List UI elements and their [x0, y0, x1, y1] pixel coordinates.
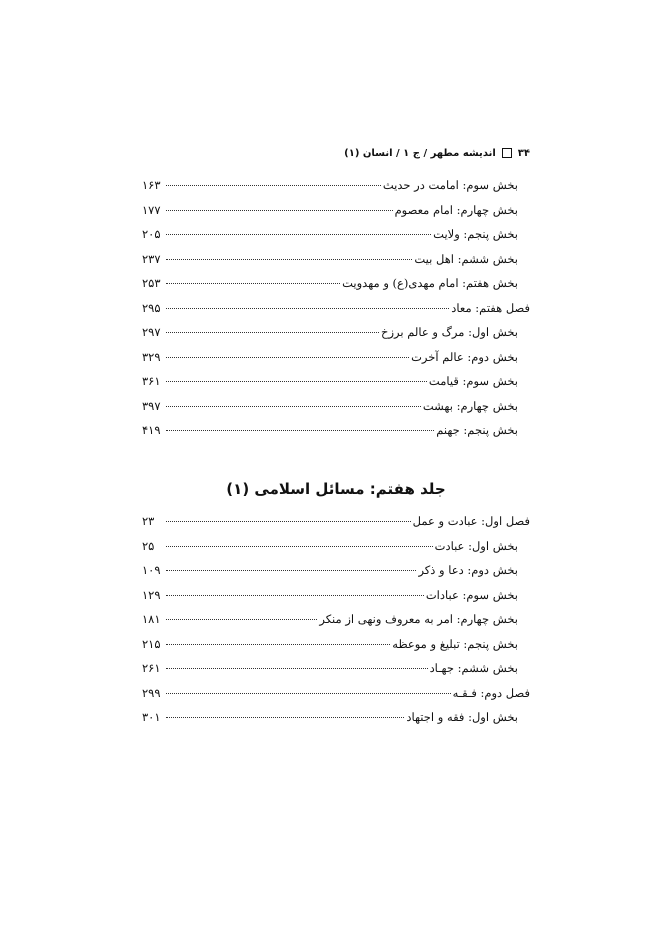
toc-entry-title: بخش دوم: دعا و ذکر: [418, 563, 518, 577]
toc-entry-page: ۱۰۹: [142, 563, 161, 577]
toc-entry-title: بخش پنجم: ولایت: [433, 227, 518, 241]
dot-leader: [166, 332, 379, 333]
toc-entry-title: بخش اول: مرگ و عالم برزخ: [381, 325, 518, 339]
dot-leader: [166, 259, 412, 260]
toc-entry-title: بخش سوم: قیامت: [428, 374, 518, 388]
toc-entry-title: بخش اول: عبادت: [434, 538, 518, 553]
toc-entry-title: فصل هفتم: معاد: [451, 300, 530, 315]
toc-entry: [142, 710, 530, 735]
toc-entry-page: ۳۰۱: [142, 710, 161, 724]
toc-entry: [142, 301, 530, 326]
toc-entry-page: ۱۶۳: [142, 178, 161, 192]
dot-leader: [166, 210, 393, 211]
toc-entry-page: ۲۶۱: [142, 661, 161, 675]
toc-entry: [142, 563, 530, 588]
toc-entry: [142, 686, 530, 711]
toc-entry-page: ۱۷۷: [142, 202, 161, 217]
toc-entry-title: فصل اول: عبادت و عمل: [412, 514, 530, 528]
toc-entry-page: ۲۹۹: [142, 685, 161, 700]
toc-entry: [142, 203, 530, 228]
toc-entry-page: ۲۳: [142, 514, 155, 528]
toc-entry-title: فصل دوم: فـقـه: [452, 685, 530, 700]
toc-entry-page: ۲۹۵: [142, 300, 161, 315]
dot-leader: [166, 381, 427, 382]
toc-entry-title: بخش هفتم: امام مهدی(ع) و مهدویت: [342, 276, 518, 290]
dot-leader: [166, 570, 416, 571]
toc-entry: [142, 588, 530, 613]
toc-entry: [142, 252, 530, 277]
toc-section-2: [142, 514, 530, 735]
dot-leader: [166, 693, 451, 694]
toc-entry-title: بخش چهارم: بهشت: [422, 398, 518, 413]
toc-entry: [142, 374, 530, 399]
toc-entry-title: بخش چهارم: امر به معروف ونهی از منکر: [319, 612, 518, 626]
dot-leader: [166, 644, 390, 645]
toc-entry-page: ۴۱۹: [142, 423, 161, 437]
toc-entry-title: بخش دوم: عالم آخرت: [411, 349, 518, 364]
dot-leader: [166, 546, 433, 547]
toc-entry-page: ۳۶۱: [142, 374, 161, 388]
dot-leader: [166, 357, 409, 358]
dot-leader: [166, 430, 434, 431]
toc-entry-title: بخش ششم: اهل بیت: [414, 251, 518, 266]
toc-entry: [142, 350, 530, 375]
toc-entry-title: بخش ششم: جهـاد: [429, 661, 518, 675]
toc-entry-page: ۲۳۷: [142, 251, 161, 266]
dot-leader: [166, 406, 421, 407]
running-header: [142, 144, 530, 162]
toc-entry-title: بخش سوم: عبادات: [425, 587, 518, 602]
toc-entry-page: ۲۵۳: [142, 276, 161, 290]
toc-entry-title: بخش پنجم: جهنم: [436, 423, 518, 437]
toc-entry-title: بخش اول: فقه و اجتهاد: [406, 710, 518, 724]
toc-entry: [142, 325, 530, 350]
toc-entry-page: ۲۰۵: [142, 227, 161, 241]
toc-entry: [142, 178, 530, 203]
toc-entry-title: بخش پنجم: تبلیغ و موعظه: [392, 636, 518, 651]
toc-entry: [142, 227, 530, 252]
toc-entry: [142, 423, 530, 448]
dot-leader: [166, 595, 424, 596]
dot-leader: [166, 185, 381, 186]
toc-entry-title: بخش چهارم: امام معصوم: [394, 202, 518, 217]
dot-leader: [166, 619, 317, 620]
toc-entry: [142, 539, 530, 564]
dot-leader: [166, 717, 404, 718]
toc-entry-page: ۳۹۷: [142, 398, 161, 413]
dot-leader: [166, 521, 411, 522]
dot-leader: [166, 283, 340, 284]
toc-entry: [142, 637, 530, 662]
toc-entry-page: ۲۱۵: [142, 636, 161, 651]
running-title: اندیشه مطهر / ج ۱ / انسان (۱): [344, 147, 496, 159]
toc-entry: [142, 661, 530, 686]
dot-leader: [166, 234, 431, 235]
toc-entry-page: ۲۵: [142, 538, 155, 553]
toc-entry-page: ۱۲۹: [142, 587, 161, 602]
volume-title: جلد هفتم: مسائل اسلامی (۱): [226, 480, 446, 498]
toc-entry-page: ۱۸۱: [142, 612, 161, 626]
page-number: ۳۴: [517, 147, 530, 159]
dot-leader: [166, 668, 428, 669]
toc-entry-page: ۳۲۹: [142, 349, 161, 364]
toc-section-1: [142, 178, 530, 448]
toc-entry: [142, 399, 530, 424]
toc-entry: [142, 514, 530, 539]
toc-entry-title: بخش سوم: امامت در حدیث: [382, 178, 518, 192]
toc-entry: [142, 276, 530, 301]
toc-entry-page: ۲۹۷: [142, 325, 161, 339]
dot-leader: [166, 308, 449, 309]
toc-entry: [142, 612, 530, 637]
square-bullet-icon: [502, 148, 512, 158]
